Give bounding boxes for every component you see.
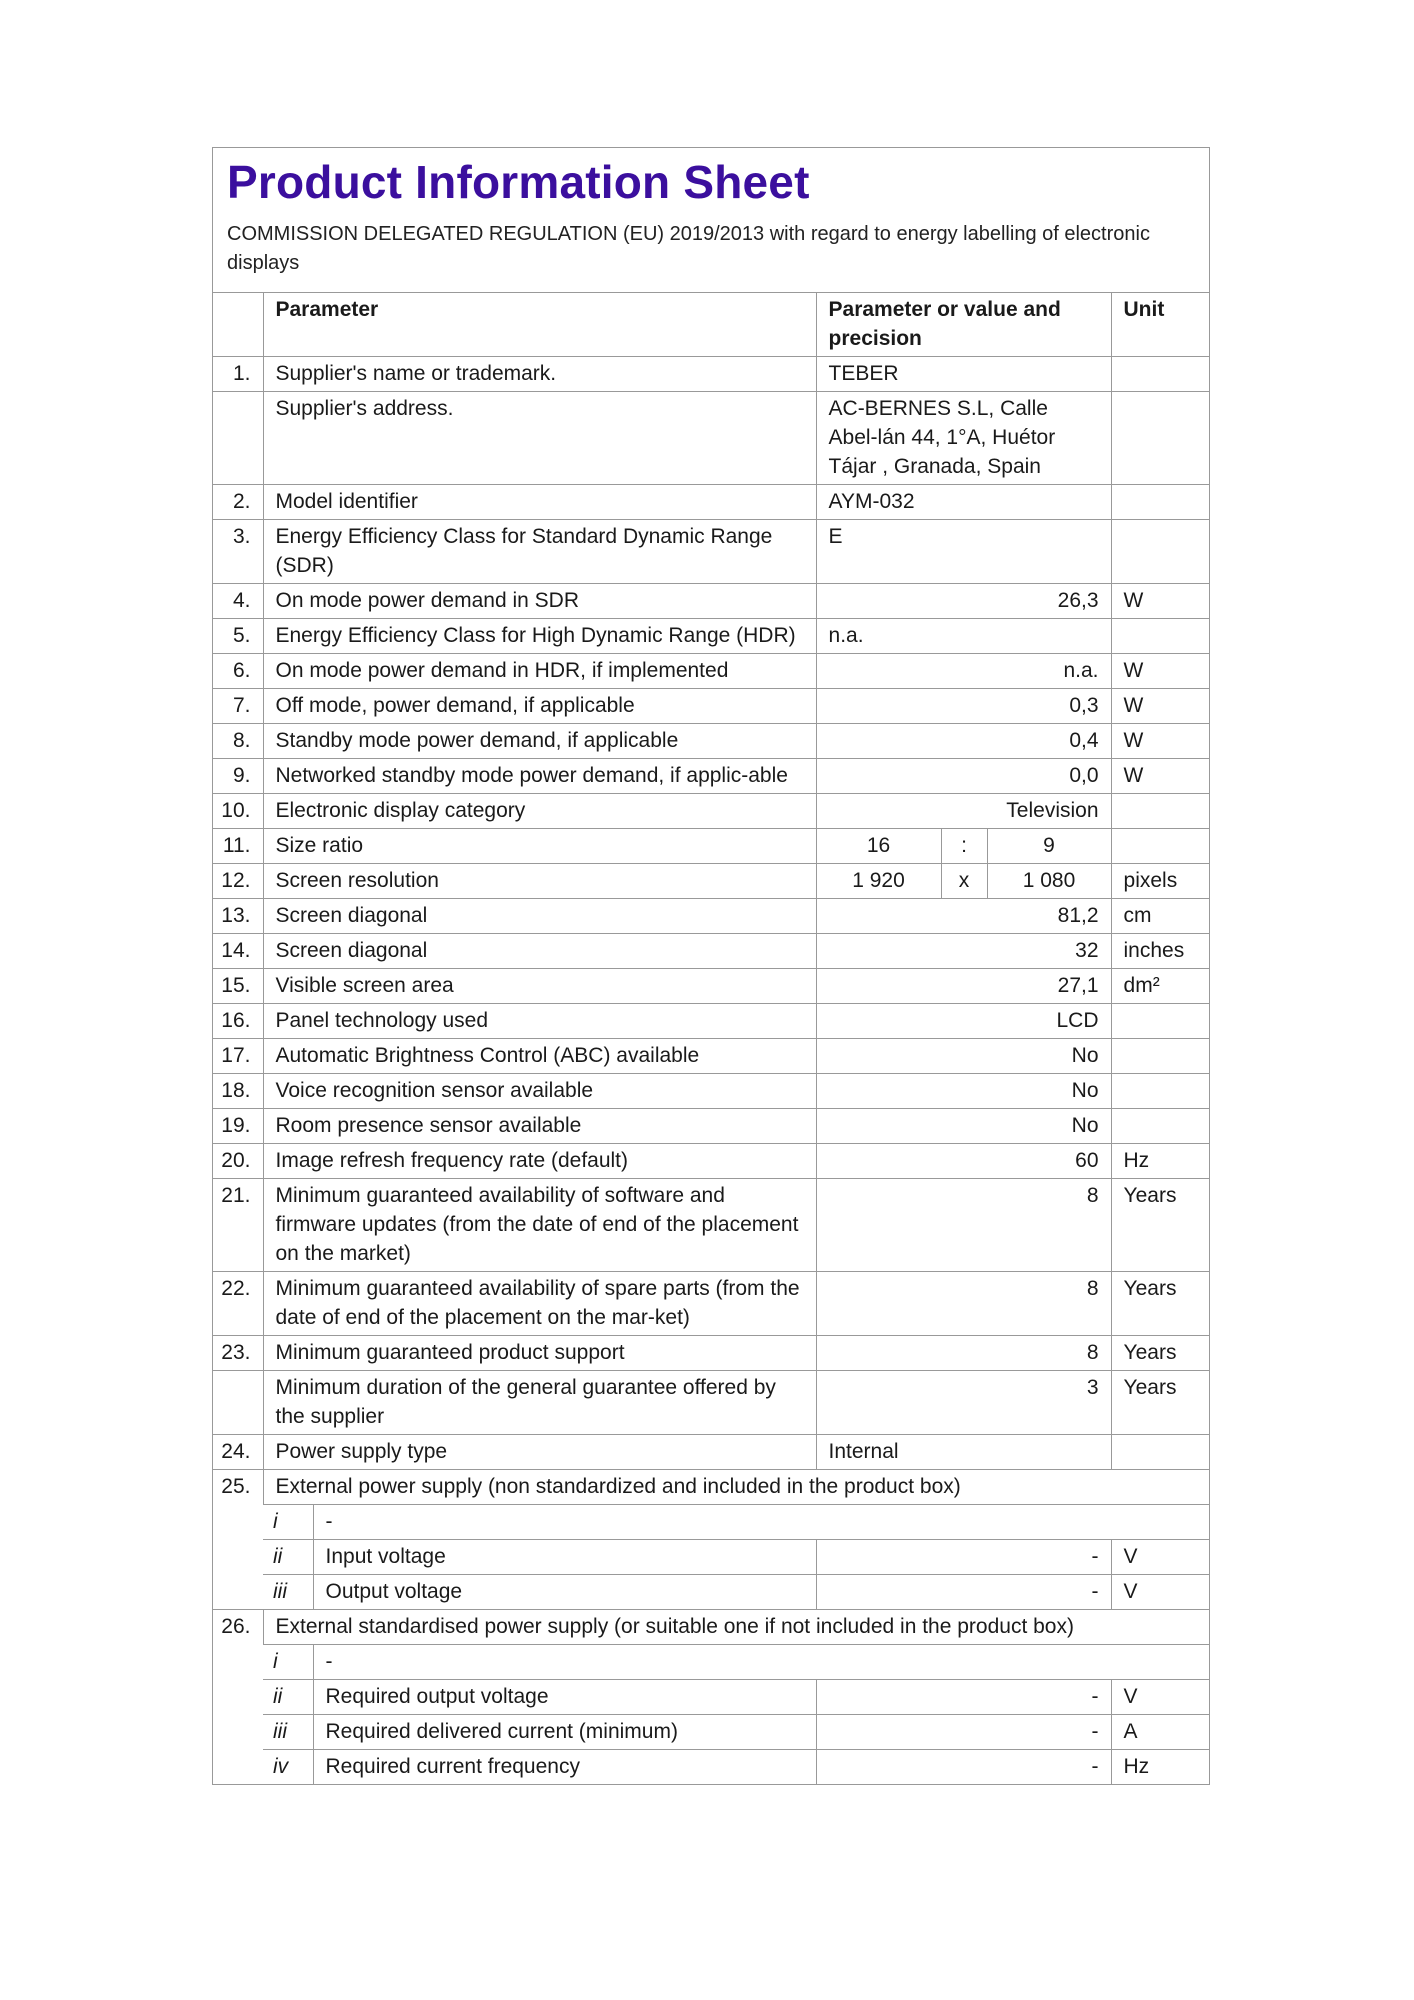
row-unit: W xyxy=(1111,759,1209,794)
table-row xyxy=(213,1109,1209,1144)
sub-item-label: Required current frequency xyxy=(313,1750,816,1785)
row-unit xyxy=(1111,619,1209,654)
row-parameter: Energy Efficiency Class for Standard Dynamic Range (SDR) xyxy=(263,520,816,584)
external-power-supply-item-row xyxy=(213,1645,1209,1680)
external-power-supply-item-row xyxy=(213,1680,1209,1715)
table-row xyxy=(213,794,1209,829)
row-number: 7. xyxy=(213,689,263,724)
row-value: 81,2 xyxy=(816,899,1111,934)
row-parameter: On mode power demand in HDR, if implemented xyxy=(263,654,816,689)
row-parameter: Power supply type xyxy=(263,1435,816,1470)
row-parameter: Size ratio xyxy=(263,829,816,864)
row-number: 23. xyxy=(213,1336,263,1371)
row-parameter: Screen diagonal xyxy=(263,934,816,969)
row-value: No xyxy=(816,1074,1111,1109)
row-unit: W xyxy=(1111,584,1209,619)
row-parameter: Automatic Brightness Control (ABC) available xyxy=(263,1039,816,1074)
sub-item-index: i xyxy=(263,1505,313,1540)
row-parameter: Supplier's address. xyxy=(263,392,816,485)
header-parameter: Parameter xyxy=(263,293,816,357)
row-unit xyxy=(1111,829,1209,864)
row-value: 0,0 xyxy=(816,759,1111,794)
sub-item-label: Required delivered current (minimum) xyxy=(313,1715,816,1750)
regulation-subtitle: COMMISSION DELEGATED REGULATION (EU) 2019/2013 with regard to energy labelling of electronic displays xyxy=(227,223,1150,274)
row-unit: cm xyxy=(1111,899,1209,934)
table-row xyxy=(213,759,1209,794)
row-value: 0,3 xyxy=(816,689,1111,724)
row-parameter: Standby mode power demand, if applicable xyxy=(263,724,816,759)
table-row xyxy=(213,899,1209,934)
row-value: 0,4 xyxy=(816,724,1111,759)
row-unit: Hz xyxy=(1111,1144,1209,1179)
table-row xyxy=(213,1004,1209,1039)
header-value: Parameter or value and precision xyxy=(816,293,1111,357)
row-parameter: Supplier's name or trademark. xyxy=(263,357,816,392)
row-parameter: Voice recognition sensor available xyxy=(263,1074,816,1109)
table-row xyxy=(213,1435,1209,1470)
row-number: 10. xyxy=(213,794,263,829)
row-value-separator: x xyxy=(941,864,987,899)
row-value: 32 xyxy=(816,934,1111,969)
sub-item-label: Required output voltage xyxy=(313,1680,816,1715)
row-unit: dm² xyxy=(1111,969,1209,1004)
row-number: 12. xyxy=(213,864,263,899)
row-unit xyxy=(1111,1039,1209,1074)
product-information-sheet xyxy=(212,147,1210,1785)
row-value: 8 xyxy=(816,1179,1111,1272)
table-row xyxy=(213,619,1209,654)
row-unit: Years xyxy=(1111,1371,1209,1435)
row-unit xyxy=(1111,1004,1209,1039)
row-value: n.a. xyxy=(816,654,1111,689)
table-row xyxy=(213,1039,1209,1074)
header-number xyxy=(213,293,263,357)
row-parameter: Screen diagonal xyxy=(263,899,816,934)
row-number xyxy=(213,1371,263,1435)
sub-item-label: Input voltage xyxy=(313,1540,816,1575)
sub-item-value: - xyxy=(816,1540,1111,1575)
row-value: 8 xyxy=(816,1272,1111,1336)
external-power-supply-title: External standardised power supply (or suitable one if not included in the product box) xyxy=(263,1610,1209,1645)
row-parameter: Visible screen area xyxy=(263,969,816,1004)
row-number xyxy=(213,392,263,485)
row-number: 2. xyxy=(213,485,263,520)
row-unit xyxy=(1111,1435,1209,1470)
sub-item-index: i xyxy=(263,1645,313,1680)
table-row xyxy=(213,1272,1209,1336)
row-number: 6. xyxy=(213,654,263,689)
row-unit: W xyxy=(1111,654,1209,689)
table-row xyxy=(213,485,1209,520)
row-unit xyxy=(1111,357,1209,392)
row-parameter: Panel technology used xyxy=(263,1004,816,1039)
row-unit: Years xyxy=(1111,1336,1209,1371)
sub-item-index: ii xyxy=(263,1680,313,1715)
table-row xyxy=(213,654,1209,689)
table-row xyxy=(213,1371,1209,1435)
row-value-separator: : xyxy=(941,829,987,864)
sub-item-index: iv xyxy=(263,1750,313,1785)
row-value: 26,3 xyxy=(816,584,1111,619)
table-row xyxy=(213,969,1209,1004)
row-parameter: Networked standby mode power demand, if applic-able xyxy=(263,759,816,794)
row-parameter: Image refresh frequency rate (default) xyxy=(263,1144,816,1179)
sub-item-label: - xyxy=(313,1645,1209,1680)
row-value: No xyxy=(816,1109,1111,1144)
row-number: 11. xyxy=(213,829,263,864)
row-unit: W xyxy=(1111,689,1209,724)
row-unit: inches xyxy=(1111,934,1209,969)
row-value: Television xyxy=(816,794,1111,829)
row-unit xyxy=(1111,485,1209,520)
sub-item-value: - xyxy=(816,1750,1111,1785)
external-power-supply-item-row xyxy=(213,1750,1209,1785)
row-parameter: Minimum duration of the general guarantee offered by the supplier xyxy=(263,1371,816,1435)
row-value-first: 16 xyxy=(816,829,941,864)
row-number: 21. xyxy=(213,1179,263,1272)
table-row xyxy=(213,1336,1209,1371)
table-header-row xyxy=(213,293,1209,357)
row-number: 13. xyxy=(213,899,263,934)
table-row xyxy=(213,934,1209,969)
page-title: Product Information Sheet xyxy=(227,156,810,208)
sub-item-label: Output voltage xyxy=(313,1575,816,1610)
row-value: 27,1 xyxy=(816,969,1111,1004)
row-unit xyxy=(1111,794,1209,829)
sheet-header xyxy=(213,148,1209,293)
table-row xyxy=(213,357,1209,392)
table-row xyxy=(213,829,1209,864)
table-row xyxy=(213,864,1209,899)
sub-item-value: - xyxy=(816,1575,1111,1610)
sub-item-index: iii xyxy=(263,1575,313,1610)
row-value: LCD xyxy=(816,1004,1111,1039)
row-number: 8. xyxy=(213,724,263,759)
row-parameter: Minimum guaranteed product support xyxy=(263,1336,816,1371)
row-number: 24. xyxy=(213,1435,263,1470)
external-power-supply-title: External power supply (non standardized and included in the product box) xyxy=(263,1470,1209,1505)
row-number: 26. xyxy=(213,1610,263,1785)
external-power-supply-item-row xyxy=(213,1505,1209,1540)
row-value: 60 xyxy=(816,1144,1111,1179)
sub-item-unit: Hz xyxy=(1111,1750,1209,1785)
table-row xyxy=(213,392,1209,485)
row-number: 9. xyxy=(213,759,263,794)
row-parameter: Off mode, power demand, if applicable xyxy=(263,689,816,724)
sub-item-unit: V xyxy=(1111,1575,1209,1610)
row-parameter: Model identifier xyxy=(263,485,816,520)
row-number: 14. xyxy=(213,934,263,969)
row-number: 18. xyxy=(213,1074,263,1109)
row-value: AC-BERNES S.L, Calle Abel-lán 44, 1°A, Huétor Tájar , Granada, Spain xyxy=(816,392,1111,485)
sub-item-unit: V xyxy=(1111,1680,1209,1715)
row-number: 16. xyxy=(213,1004,263,1039)
row-number: 22. xyxy=(213,1272,263,1336)
row-unit xyxy=(1111,1074,1209,1109)
table-row xyxy=(213,724,1209,759)
row-unit: Years xyxy=(1111,1179,1209,1272)
row-number: 3. xyxy=(213,520,263,584)
row-value-second: 9 xyxy=(987,829,1111,864)
row-unit: pixels xyxy=(1111,864,1209,899)
row-parameter: Energy Efficiency Class for High Dynamic Range (HDR) xyxy=(263,619,816,654)
row-parameter: Screen resolution xyxy=(263,864,816,899)
header-unit: Unit xyxy=(1111,293,1209,357)
row-value: No xyxy=(816,1039,1111,1074)
external-power-supply-item-row xyxy=(213,1575,1209,1610)
row-number: 20. xyxy=(213,1144,263,1179)
sub-item-index: iii xyxy=(263,1715,313,1750)
row-number: 19. xyxy=(213,1109,263,1144)
row-value: AYM-032 xyxy=(816,485,1111,520)
row-unit xyxy=(1111,1109,1209,1144)
external-power-supply-item-row xyxy=(213,1540,1209,1575)
row-unit xyxy=(1111,392,1209,485)
row-value-first: 1 920 xyxy=(816,864,941,899)
row-parameter: Room presence sensor available xyxy=(263,1109,816,1144)
row-number: 17. xyxy=(213,1039,263,1074)
external-power-supply-item-row xyxy=(213,1715,1209,1750)
row-number: 5. xyxy=(213,619,263,654)
external-power-supply-header-row xyxy=(213,1610,1209,1645)
row-value-second: 1 080 xyxy=(987,864,1111,899)
table-row xyxy=(213,1074,1209,1109)
table-row xyxy=(213,520,1209,584)
row-unit: W xyxy=(1111,724,1209,759)
row-value: TEBER xyxy=(816,357,1111,392)
table-row xyxy=(213,1179,1209,1272)
sub-item-label: - xyxy=(313,1505,1209,1540)
row-value: E xyxy=(816,520,1111,584)
table-row xyxy=(213,689,1209,724)
row-value: 8 xyxy=(816,1336,1111,1371)
row-parameter: Electronic display category xyxy=(263,794,816,829)
row-number: 25. xyxy=(213,1470,263,1610)
row-parameter: Minimum guaranteed availability of spare parts (from the date of end of the placement on the mar-ket) xyxy=(263,1272,816,1336)
row-unit: Years xyxy=(1111,1272,1209,1336)
table-row xyxy=(213,584,1209,619)
row-value: Internal xyxy=(816,1435,1111,1470)
sub-item-index: ii xyxy=(263,1540,313,1575)
row-unit xyxy=(1111,520,1209,584)
parameter-table xyxy=(213,293,1209,1785)
row-number: 1. xyxy=(213,357,263,392)
row-number: 15. xyxy=(213,969,263,1004)
row-number: 4. xyxy=(213,584,263,619)
table-row xyxy=(213,1144,1209,1179)
sub-item-value: - xyxy=(816,1715,1111,1750)
sub-item-unit: A xyxy=(1111,1715,1209,1750)
row-parameter: Minimum guaranteed availability of software and firmware updates (from the date of end of the placement on the market) xyxy=(263,1179,816,1272)
sub-item-unit: V xyxy=(1111,1540,1209,1575)
row-value: n.a. xyxy=(816,619,1111,654)
row-parameter: On mode power demand in SDR xyxy=(263,584,816,619)
row-value: 3 xyxy=(816,1371,1111,1435)
external-power-supply-header-row xyxy=(213,1470,1209,1505)
sub-item-value: - xyxy=(816,1680,1111,1715)
